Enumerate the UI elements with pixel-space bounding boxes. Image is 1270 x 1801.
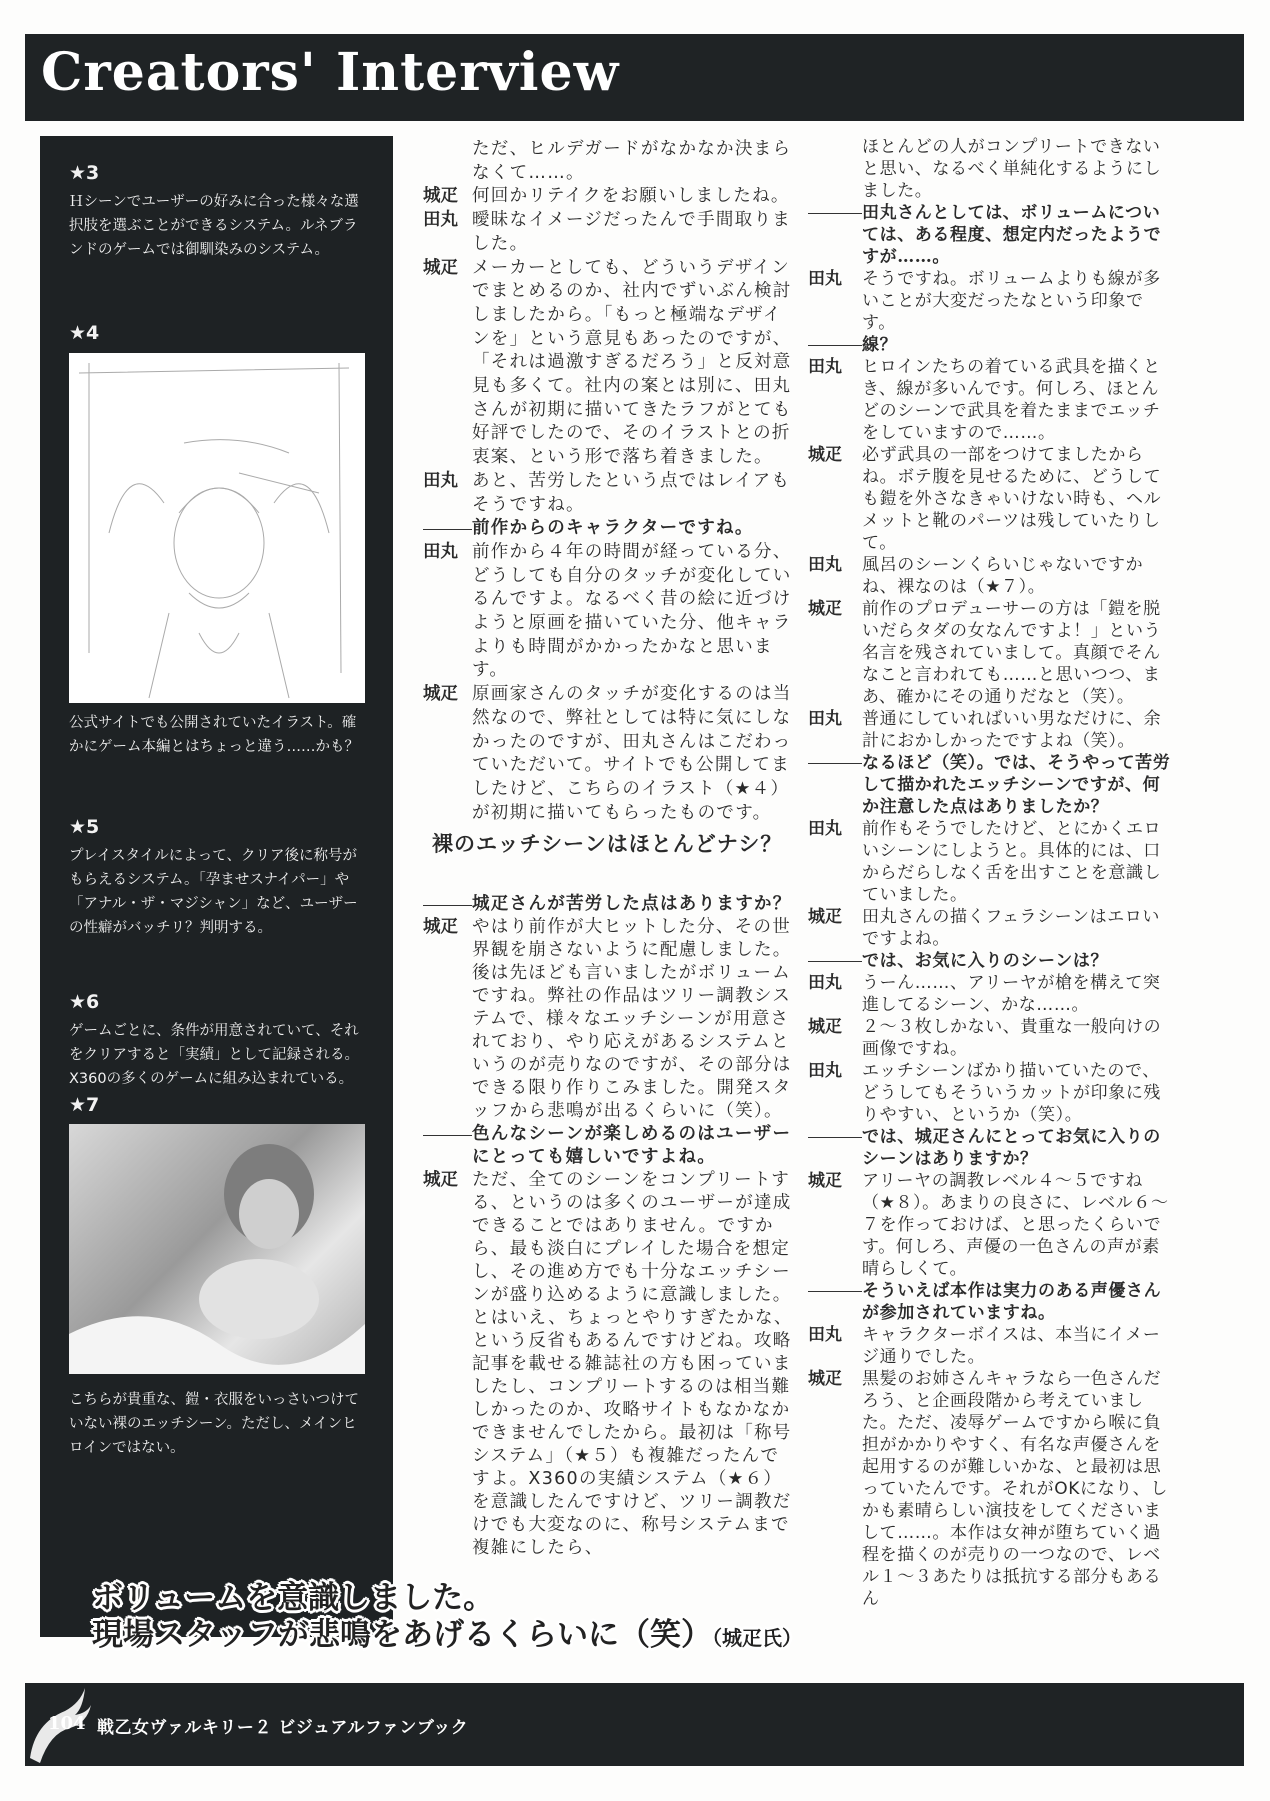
entry-text: 黒髪のお姉さんキャラなら一色さんだろう、と企画段階から考えていました。ただ、凌辱ゲームですから喉に負担がかかりやすく、有名な声優さんを起用するのが難しいかな、と最初は思っていたんです。それがOKになり、しかも素晴らしい演技をしてくださいまして……。本作は女神が堕ちていく過程を描くのが売りの一つなので、レベル１～３あたりは抵抗する部分もあるん — [862, 1369, 1168, 1609]
entry-text: 風呂のシーンくらいじゃないですかね、裸なのは（★７）。 — [862, 555, 1144, 597]
entry-text: 前作のプロデューサーの方は「鎧を脱いだらタダの女なんですよ！」という名言を残されていまして。真顔でそんなこと言われても……と思いつつ、まあ、確かにその通りだなと（笑）。 — [862, 599, 1162, 707]
entry-text: ヒロインたちの着ている武具を描くとき、線が多いんです。何しろ、ほとんどのシーンで武具を着たままでエッチをしていますので……。 — [862, 357, 1161, 443]
note-6 — [69, 991, 369, 1091]
interviewer-question — [808, 334, 1171, 356]
speaker-name — [423, 138, 472, 185]
interview-answer — [423, 916, 794, 1123]
note-7-caption: こちらが貴重な、鎧・衣服をいっさいつけていない裸のエッチシーン。ただし、メインヒロインではない。 — [69, 1392, 359, 1456]
pull-quote-attribution: （城疋氏） — [712, 1626, 802, 1650]
page-header — [25, 34, 1244, 121]
interview-answer — [808, 268, 1171, 334]
speaker-name: 城疋 — [808, 907, 842, 927]
interview-answer — [808, 906, 1171, 950]
interview-answer — [423, 209, 794, 256]
interview-answer — [808, 1368, 1171, 1610]
speaker-name: 田丸 — [808, 269, 842, 289]
entry-text: 何回かリテイクをお願いしましたね。 — [472, 186, 790, 207]
entry-text: そういえば本作は実力のある声優さんが参加されていますね。 — [862, 1281, 1162, 1323]
question-dash — [808, 334, 862, 356]
question-dash — [423, 517, 472, 541]
note-label: ★6 — [69, 991, 100, 1013]
interview-answer — [808, 136, 1171, 202]
footnote-sidebar — [40, 136, 393, 1637]
interview-answer — [423, 683, 794, 825]
entry-text: キャラクターボイスは、本当にイメージ通りでした。 — [862, 1325, 1161, 1367]
question-dash — [808, 202, 862, 268]
entry-text: やはり前作が大ヒットした分、その世界観を崩さないように配慮しました。後は先ほども言いましたがボリュームですね。弊社の作品はツリー調教システムで、様々なエッチシーンが用意されており、やり応えがあるシステムというのが売りなのですが、その部分はできる限り作りこみました。開発スタッフから悲鳴が出るくらいに（笑）。 — [472, 917, 792, 1121]
entry-text: メーカーとしても、どういうデザインでまとめるのか、社内でずいぶん検討しましたから。「もっと極端なデザインを」という意見もあったのですが、「それは過激すぎるだろう」と反対意見も多くて。社内の案とは別に、田丸さんが初期に描いてきたラフがとても好評でしたので、そのイラストとの折衷案、という形で落ち着きました。 — [472, 257, 792, 468]
entry-text: 前作から４年の時間が経っている分、どうしても自分のタッチが変化しているんですよ。なるべく昔の絵に近づけようと原画を描いていた分、他キャラよりも時間がかかったかなと思います。 — [472, 541, 792, 681]
interviewer-question — [808, 1126, 1171, 1170]
entry-text: ただ、ヒルデガードがなかなか決まらなくて……。 — [472, 139, 792, 183]
note-label: ★3 — [69, 162, 100, 184]
speaker-name: 田丸 — [808, 1325, 842, 1345]
interview-answer — [423, 185, 794, 209]
interviewer-question — [808, 202, 1171, 268]
entry-text: 城疋さんが苦労した点はありますか？ — [472, 894, 792, 914]
entry-text: ２～３枚しかない、貴重な一般向けの画像ですね。 — [862, 1017, 1162, 1059]
note-text: ゲームごとに、条件が用意されていて、それをクリアすると「実績」として記録される。X360の多くのゲームに組み込まれている。 — [69, 1023, 359, 1087]
speaker-name: 城疋 — [423, 1170, 458, 1190]
book-title: 戦乙女ヴァルキリー２ ビジュアルファンブック — [97, 1718, 469, 1738]
interview-answer — [808, 444, 1171, 554]
note-5 — [69, 816, 369, 940]
speaker-name: 田丸 — [808, 357, 842, 377]
speaker-name: 城疋 — [423, 186, 458, 207]
page-footer — [25, 1683, 1244, 1766]
note-3 — [69, 162, 369, 262]
interview-answer — [808, 1324, 1171, 1368]
interview-answer — [423, 138, 794, 185]
interview-answer — [808, 708, 1171, 752]
interview-answer — [808, 356, 1171, 444]
entry-text: 普通にしていればいい男なだけに、余計におかしかったですよね（笑）。 — [862, 709, 1162, 751]
entry-text: 田丸さんとしては、ボリュームについては、ある程度、想定内だったようですが……。 — [862, 203, 1162, 267]
pull-quote — [92, 1580, 802, 1657]
entry-text: 必ず武具の一部をつけてましたからね。ボテ腹を見せるために、どうしても鎧を外さなきゃいけない時も、ヘルメットと靴のパーツは残していたりして。 — [862, 445, 1162, 553]
speaker-name: 城疋 — [808, 445, 842, 465]
note-7 — [69, 1094, 369, 1122]
note-label: ★5 — [69, 816, 100, 838]
speaker-name: 城疋 — [808, 1171, 842, 1191]
page-title: Creators' Interview — [41, 42, 620, 103]
interview-answer — [423, 257, 794, 470]
entry-text: 前作もそうでしたけど、とにかくエロいシーンにしようと。具体的には、口からだらしなく舌を出すことを意識していました。 — [862, 819, 1162, 905]
pull-quote-line-1: ボリュームを意識しました。 — [92, 1580, 495, 1616]
entry-text: ただ、全てのシーンをコンプリートする、というのは多くのユーザーが達成できることではありません。ですから、最も淡白にプレイした場合を想定し、その進め方でも十分なエッチシーンが盛り込めるように意識しました。とはいえ、ちょっとやりすぎたかな、という反省もあるんですけどね。攻略記事を載せる雑誌社の方も困っていましたし、コンプリートするのは相当難しかったのか、攻略サイトもなかなかできませんでしたから。最初は「称号システム」（★５）も複雑だったんですよ。X360の実績システム（★６）を意識したんですけど、ツリー調教だけでも大変なのに、称号システムまで複雑にしたら、 — [472, 1170, 793, 1558]
entry-text: うーん……、アリーヤが槍を構えて突進してるシーン、かな……。 — [862, 973, 1161, 1015]
speaker-name: 城疋 — [423, 684, 458, 705]
note-text: プレイスタイルによって、クリア後に称号がもらえるシステム。「孕ませスナイパー」や「アナル・ザ・マジシャン」など、ユーザーの性癖がバッチリ？判明する。 — [69, 848, 358, 936]
entry-text: 原画家さんのタッチが変化するのは当然なので、弊社としては特に気にしなかったのですが、田丸さんはこだわっていただいて。サイトでも公開してましたけど、こちらのイラスト（★４）が初期に描いてもらったものです。 — [472, 684, 792, 823]
question-dash — [423, 1123, 472, 1169]
sketch-illustration — [69, 353, 365, 703]
entry-text: 前作からのキャラクターですね。 — [472, 518, 754, 539]
section-heading: 裸のエッチシーンはほとんどナシ？ — [432, 832, 783, 856]
entry-text: 曖昧なイメージだったんで手間取りました。 — [472, 210, 792, 254]
question-dash — [808, 1280, 862, 1324]
entry-text: アリーヤの調教レベル４～５ですね（★８）。あまりの良さに、レベル６～７を作っておけば、と思ったくらいです。何しろ、声優の一色さんの声が素晴らしくて。 — [862, 1171, 1169, 1279]
speaker-name: 田丸 — [423, 470, 458, 491]
interview-answer — [808, 1170, 1171, 1280]
note-text: Ｈシーンでユーザーの好みに合った様々な選択肢を選ぶことができるシステム。ルネブランドのゲームでは御馴染みのシステム。 — [69, 194, 359, 258]
speaker-name: 田丸 — [808, 709, 842, 729]
interview-answer — [808, 598, 1171, 708]
speaker-name: 田丸 — [423, 541, 458, 562]
speaker-name: 田丸 — [808, 973, 842, 993]
entry-text: 田丸さんの描くフェラシーンはエロいですよね。 — [862, 907, 1161, 949]
speaker-name: 城疋 — [423, 917, 458, 937]
interview-answer — [423, 1169, 794, 1560]
interviewer-question — [423, 893, 794, 916]
question-dash — [808, 752, 862, 818]
entry-text: では、城疋さんにとってお気に入りのシーンはありますか？ — [862, 1127, 1161, 1169]
pull-quote-line-2: 現場スタッフが悲鳴をあげるくらいに（笑） — [92, 1617, 712, 1653]
entry-text: エッチシーンばかり描いていたので、どうしてもそういうカットが印象に残りやすい、というか（笑）。 — [862, 1061, 1162, 1125]
entry-text: なるほど（笑）。では、そうやって苦労して描かれたエッチシーンですが、何か注意した点はありましたか？ — [862, 753, 1171, 817]
interview-answer — [423, 541, 794, 683]
entry-text: ほとんどの人がコンプリートできないと思い、なるべく単純化するようにしました。 — [862, 137, 1162, 201]
interview-answer — [808, 1060, 1171, 1126]
entry-text: 色んなシーンが楽しめるのはユーザーにとっても嬉しいですよね。 — [472, 1124, 792, 1167]
interview-column-3 — [808, 136, 1171, 1610]
interviewer-question — [423, 517, 794, 541]
speaker-name: 城疋 — [808, 1369, 842, 1389]
speaker-name — [808, 136, 862, 202]
question-dash — [808, 1126, 862, 1170]
interviewer-question — [808, 752, 1171, 818]
entry-text: では、お気に入りのシーンは？ — [862, 951, 1109, 971]
entry-text: あと、苦労したという点ではレイアもそうですね。 — [472, 470, 791, 515]
question-dash — [808, 950, 862, 972]
note-4-caption: 公式サイトでも公開されていたイラスト。確かにゲーム本編とはちょっと違う……かも？ — [69, 715, 359, 755]
note-label: ★4 — [69, 322, 100, 344]
interviewer-question — [808, 950, 1171, 972]
speaker-name: 田丸 — [808, 1061, 842, 1081]
interview-column-2-bottom — [423, 893, 794, 1560]
entry-text: 線？ — [862, 335, 898, 355]
interviewer-question — [423, 1123, 794, 1169]
interview-answer — [808, 818, 1171, 906]
interviewer-question — [808, 1280, 1171, 1324]
speaker-name: 田丸 — [808, 819, 842, 839]
speaker-name: 田丸 — [423, 210, 458, 231]
interview-column-2-top — [423, 138, 794, 825]
interview-answer — [808, 554, 1171, 598]
speaker-name: 城疋 — [808, 1017, 842, 1037]
entry-text: そうですね。ボリュームよりも線が多いことが大変だったなという印象です。 — [862, 269, 1161, 333]
note-4 — [69, 322, 369, 350]
speaker-name: 田丸 — [808, 555, 842, 575]
interview-answer — [808, 1016, 1171, 1060]
interview-answer — [808, 972, 1171, 1016]
page-number: 104 — [48, 1713, 86, 1734]
note-label: ★7 — [69, 1094, 100, 1116]
question-dash — [423, 893, 472, 916]
speaker-name: 城疋 — [423, 257, 458, 278]
interview-answer — [423, 470, 794, 517]
speaker-name: 城疋 — [808, 599, 842, 619]
bath-scene-image — [69, 1124, 365, 1374]
